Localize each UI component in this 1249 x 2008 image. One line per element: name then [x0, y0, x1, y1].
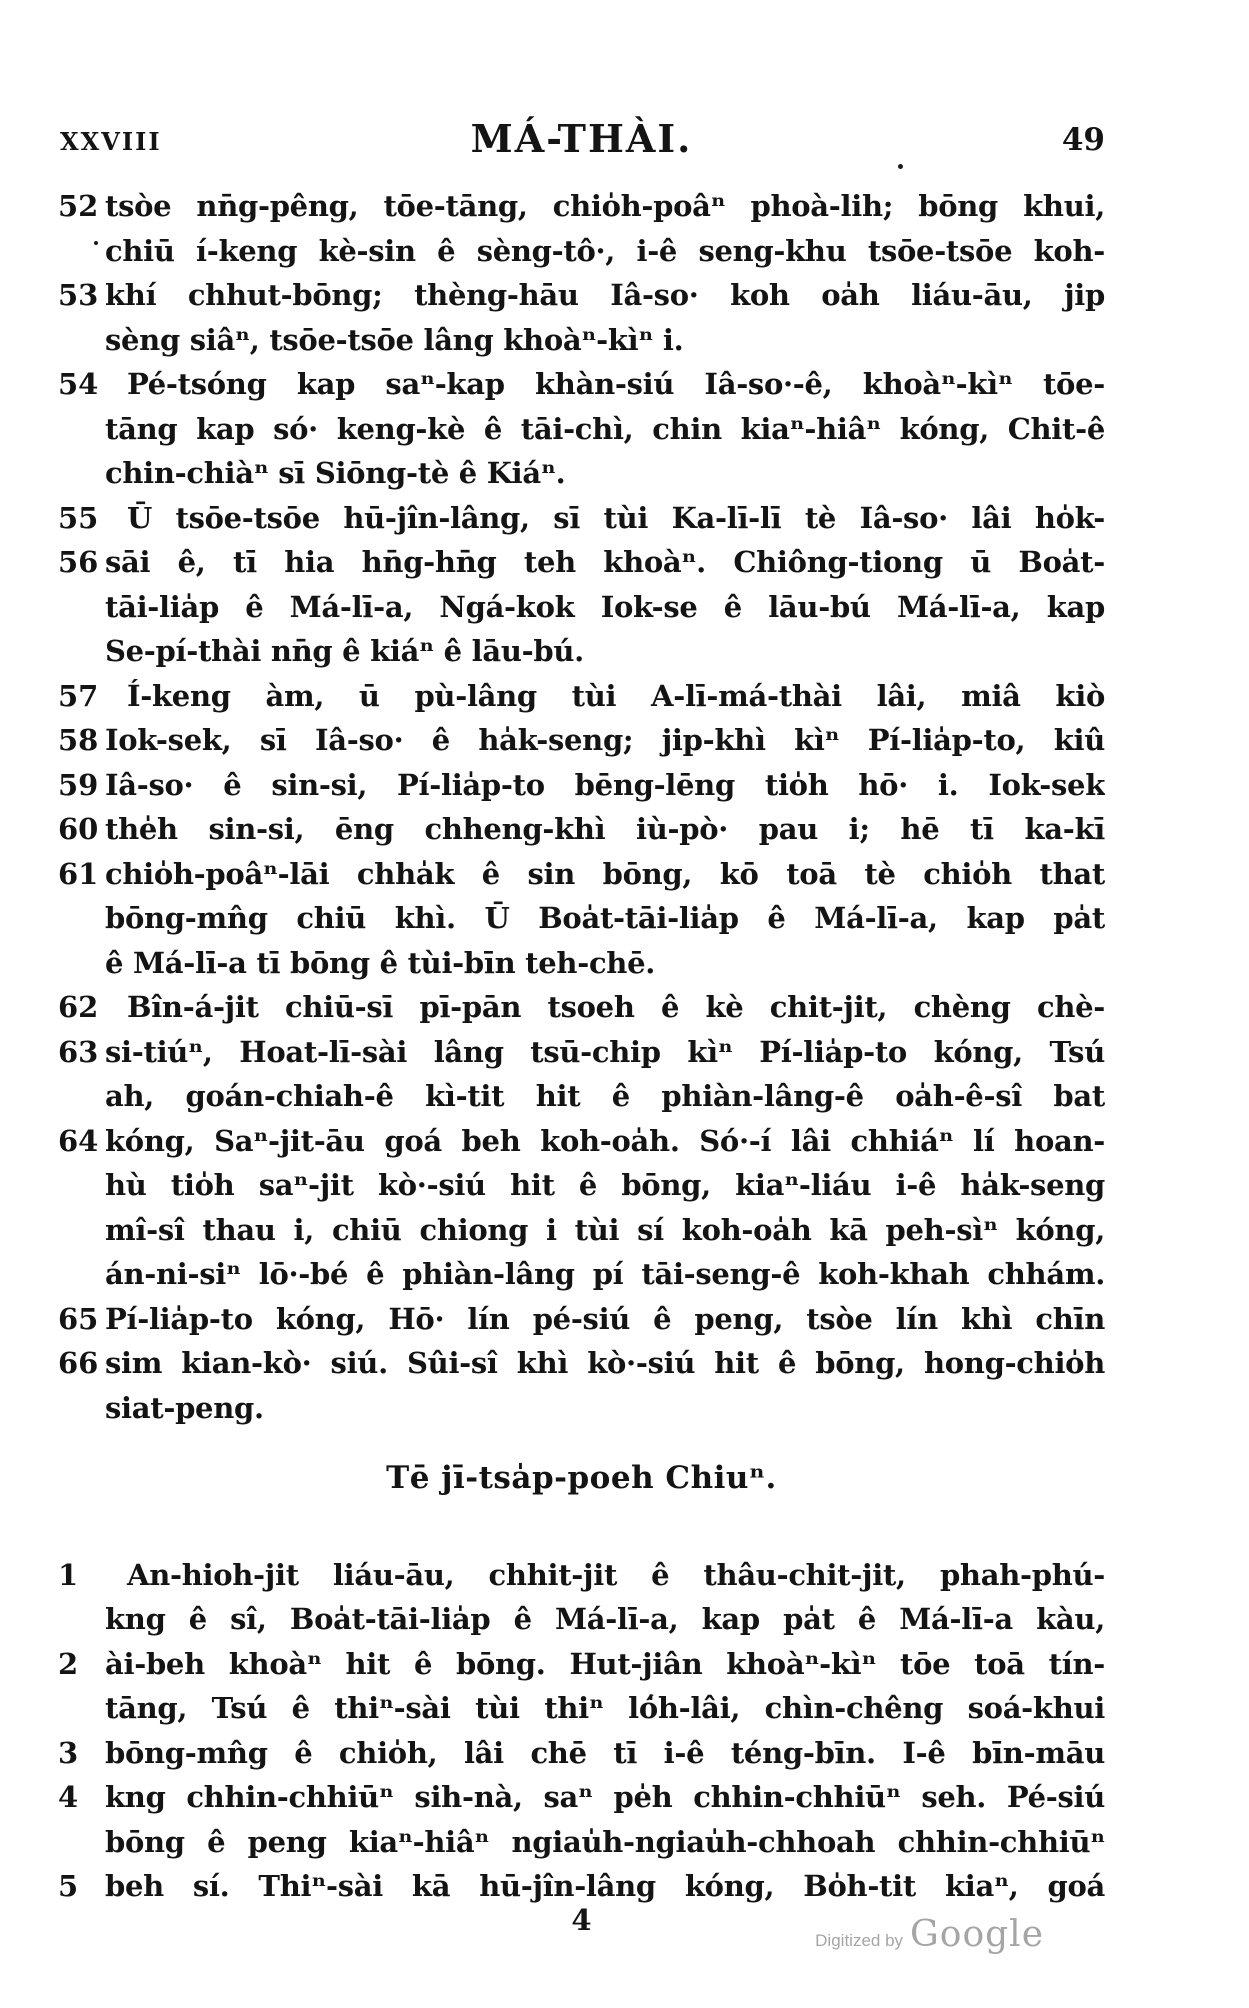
- verse-text: tsòe nn̄g-pêng, tōe-tāng, chio̍h-poâⁿ phoà-lih; bōng khui,: [105, 189, 1105, 223]
- verse-line: [58, 273, 1105, 318]
- verse-text: Iâ-so· ê sin-si, Pí-lia̍p-to bēng-lēng tio̍h hō· i. Iok-sek: [105, 767, 1105, 802]
- verse-text: An-hioh-jit liáu-āu, chhit-jit ê thâu-chit-jit, phah-phú-: [127, 1557, 1105, 1592]
- verse-line: [58, 1119, 1105, 1164]
- verse-line: [58, 1386, 1105, 1431]
- verse-number: [58, 451, 105, 496]
- verse-text: kóng, Saⁿ-jit-āu goá beh koh-oa̍h. Só·-í lâi chhiáⁿ lí hoan-: [105, 1123, 1105, 1158]
- verse-text: kng chhin-chhiūⁿ sih-nà, saⁿ pe̍h chhin-chhiūⁿ seh. Pé-siú: [105, 1780, 1105, 1814]
- verse-text: Ū tsōe-tsōe hū-jîn-lâng, sī tùi Ka-lī-lī tè Iâ-so· lâi ho̍k-: [127, 500, 1105, 535]
- verse-line: [58, 362, 1105, 407]
- verse-text: chio̍h-poâⁿ-lāi chha̍k ê sin bōng, kō toā tè chio̍h that: [105, 856, 1105, 891]
- verse-number: 56: [58, 545, 99, 579]
- verse-line: [58, 1820, 1105, 1865]
- verse-text: sim kian-kò· siú. Sûi-sî khì kò·-siú hit ê bōng, hong-chio̍h: [105, 1346, 1105, 1380]
- verse-number: [58, 585, 105, 630]
- verse-text: the̍h sin-si, ēng chheng-khì iù-pò· pau i; hē tī ka-kī: [105, 812, 1105, 846]
- verse-text: si-tiúⁿ, Hoat-lī-sài lâng tsū-chip kìⁿ Pí-lia̍p-to kóng, Tsú: [105, 1034, 1105, 1069]
- verse-number: [58, 896, 105, 941]
- ink-speck: [898, 164, 903, 169]
- verse-number: 3: [58, 1735, 79, 1770]
- verse-text: chin-chiàⁿ sī Siōng-tè ê Kiáⁿ.: [105, 456, 566, 490]
- verse-block-ch27: [58, 184, 1105, 1430]
- verse-text: hù tio̍h saⁿ-jit kò·-siú hit ê bōng, kiaⁿ-liáu i-ê ha̍k-seng: [105, 1168, 1105, 1202]
- verse-text: Í-keng àm, ū pù-lâng tùi A-lī-má-thài lâi, miâ kiò: [127, 678, 1105, 713]
- verse-number: 52: [58, 189, 99, 223]
- verse-number: 4: [58, 1780, 79, 1814]
- verse-text: sèng siâⁿ, tsōe-tsōe lâng khoàⁿ-kìⁿ i.: [105, 322, 684, 357]
- text-column: [58, 184, 1105, 1935]
- verse-line: [58, 1731, 1105, 1776]
- verse-line: [58, 807, 1105, 852]
- verse-number: 1: [58, 1557, 79, 1592]
- verse-text: khí chhut-bōng; thèng-hāu Iâ-so· koh oa̍h liáu-āu, jip: [105, 278, 1105, 312]
- verse-number: [58, 1163, 105, 1208]
- running-title: MÁ-THÀI.: [470, 116, 693, 161]
- verse-line: [58, 585, 1105, 630]
- verse-number: 62: [58, 990, 99, 1024]
- verse-line: [58, 184, 1105, 229]
- google-logo-text: Google: [910, 1914, 1044, 1955]
- verse-number: [58, 1686, 105, 1731]
- verse-block-ch28: [58, 1553, 1105, 1909]
- signature-mark: 4: [571, 1902, 592, 1937]
- verse-number: [58, 1252, 105, 1297]
- verse-number: 65: [58, 1301, 99, 1336]
- page-header: [58, 116, 1105, 161]
- verse-text: tāng kap só· keng-kè ê tāi-chì, chin kiaⁿ-hiâⁿ kóng, Chit-ê: [105, 411, 1105, 446]
- verse-number: [58, 629, 105, 674]
- verse-line: [58, 985, 1105, 1030]
- verse-line: [58, 852, 1105, 897]
- verse-text: tāng, Tsú ê thiⁿ-sài tùi thiⁿ ló̍h-lâi, chìn-chêng soá-khui: [105, 1691, 1105, 1725]
- verse-text: chiū í-keng kè-sin ê sèng-tô·, i-ê seng-khu tsōe-tsōe koh-: [105, 233, 1105, 268]
- verse-line: [58, 674, 1105, 719]
- verse-text: ê Má-lī-a tī bōng ê tùi-bīn teh-chē.: [105, 945, 656, 980]
- verse-number: [58, 1074, 105, 1119]
- verse-number: 61: [58, 856, 99, 891]
- verse-text: siat-peng.: [105, 1390, 264, 1425]
- verse-line: [58, 629, 1105, 674]
- verse-line: [58, 1642, 1105, 1687]
- verse-line: [58, 1252, 1105, 1297]
- verse-number: [58, 318, 105, 363]
- verse-line: [58, 1553, 1105, 1598]
- verse-number: 64: [58, 1123, 99, 1158]
- verse-number: 59: [58, 767, 99, 802]
- verse-number: [58, 1820, 105, 1865]
- verse-line: [58, 318, 1105, 363]
- verse-number: [58, 1208, 105, 1253]
- verse-line: [58, 1074, 1105, 1119]
- verse-line: [58, 896, 1105, 941]
- verse-number: 53: [58, 278, 99, 312]
- verse-number: [58, 1386, 105, 1431]
- digitized-by-text: Digitized by: [815, 1931, 904, 1950]
- verse-text: ài-beh khoàⁿ hit ê bōng. Hut-jiân khoàⁿ-kìⁿ tōe toā tín-: [105, 1646, 1105, 1681]
- verse-line: [58, 1341, 1105, 1386]
- verse-number: [58, 941, 105, 986]
- verse-number: 57: [58, 678, 99, 713]
- verse-number: 2: [58, 1646, 79, 1681]
- verse-text: Iok-sek, sī Iâ-so· ê ha̍k-seng; jip-khì kìⁿ Pí-lia̍p-to, kiû: [105, 723, 1105, 757]
- verse-text: kng ê sî, Boa̍t-tāi-lia̍p ê Má-lī-a, kap pa̍t ê Má-lī-a kàu,: [105, 1602, 1105, 1636]
- verse-number: [58, 1597, 105, 1642]
- verse-text: tāi-lia̍p ê Má-lī-a, Ngá-kok Iok-se ê lāu-bú Má-lī-a, kap: [105, 589, 1105, 624]
- verse-number: 60: [58, 812, 99, 846]
- verse-text: ah, goán-chiah-ê kì-tit hit ê phiàn-lâng-ê oa̍h-ê-sî bat: [105, 1079, 1105, 1113]
- verse-line: [58, 1297, 1105, 1342]
- verse-text: bōng ê peng kiaⁿ-hiâⁿ ngiau̍h-ngiau̍h-chhoah chhin-chhiūⁿ: [105, 1824, 1105, 1859]
- verse-number: 54: [58, 367, 99, 401]
- verse-text: beh sí. Thiⁿ-sài kā hū-jîn-lâng kóng, Bo̍h-tit kiaⁿ, goá: [105, 1869, 1105, 1903]
- verse-line: [58, 451, 1105, 496]
- verse-line: [58, 540, 1105, 585]
- verse-number: 58: [58, 723, 99, 757]
- verse-text: Pí-lia̍p-to kóng, Hō· lín pé-siú ê peng, tsòe lín khì chīn: [105, 1301, 1105, 1336]
- verse-text: sāi ê, tī hia hn̄g-hn̄g teh khoàⁿ. Chiông-tiong ū Boa̍t-: [105, 545, 1105, 579]
- verse-number: 63: [58, 1034, 99, 1069]
- verse-text: mî-sî thau i, chiū chiong i tùi sí koh-oa̍h kā peh-sìⁿ kóng,: [105, 1212, 1105, 1247]
- verse-line: [58, 1163, 1105, 1208]
- verse-text: bōng-mn̂g ê chio̍h, lâi chē tī i-ê téng-bīn. I-ê bīn-māu: [105, 1735, 1105, 1770]
- verse-line: [58, 496, 1105, 541]
- verse-line: [58, 1775, 1105, 1820]
- folio-roman-numeral: XXVIII: [60, 127, 162, 156]
- verse-line: [58, 763, 1105, 808]
- verse-line: [58, 1864, 1105, 1909]
- verse-number: 5: [58, 1869, 79, 1903]
- verse-number: 66: [58, 1346, 99, 1380]
- verse-line: [58, 407, 1105, 452]
- google-watermark: [815, 1914, 1044, 1955]
- verse-line: [58, 718, 1105, 763]
- verse-text: Pé-tsóng kap saⁿ-kap khàn-siú Iâ-so·-ê, khoàⁿ-kìⁿ tōe-: [127, 367, 1105, 401]
- verse-text: Se-pí-thài nn̄g ê kiáⁿ ê lāu-bú.: [105, 634, 584, 668]
- verse-line: [58, 1686, 1105, 1731]
- verse-line: [58, 229, 1105, 274]
- verse-line: [58, 1597, 1105, 1642]
- verse-text: bōng-mn̂g chiū khì. Ū Boa̍t-tāi-lia̍p ê Má-lī-a, kap pa̍t: [105, 901, 1105, 935]
- verse-line: [58, 941, 1105, 986]
- verse-line: [58, 1208, 1105, 1253]
- verse-number: [58, 407, 105, 452]
- page-number: 49: [1061, 122, 1105, 158]
- verse-number: 55: [58, 500, 99, 535]
- chapter-heading: Tē jī-tsa̍p-poeh Chiuⁿ.: [386, 1460, 777, 1496]
- verse-number: [58, 229, 105, 274]
- verse-text: án-ni-siⁿ lō·-bé ê phiàn-lâng pí tāi-seng-ê koh-khah chhám.: [105, 1257, 1105, 1291]
- verse-text: Bîn-á-jit chiū-sī pī-pān tsoeh ê kè chit-jit, chèng chè-: [127, 990, 1105, 1024]
- verse-line: [58, 1030, 1105, 1075]
